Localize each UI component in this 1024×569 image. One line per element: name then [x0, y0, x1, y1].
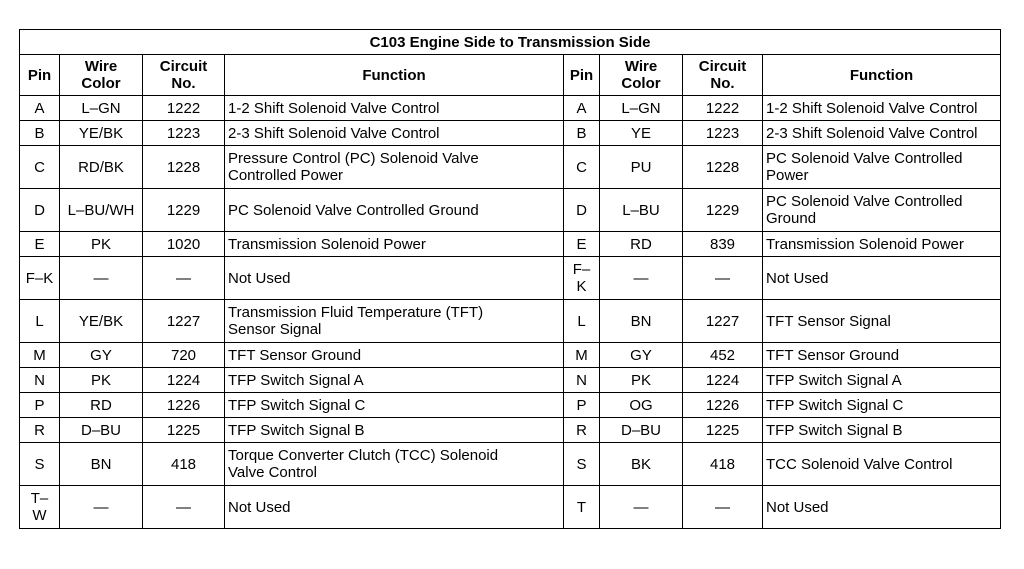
- transmission-function: 1-2 Shift Solenoid Valve Control: [763, 96, 1001, 121]
- engine-function: TFT Sensor Ground: [225, 343, 564, 368]
- table-row: [20, 146, 1001, 189]
- engine-circuit-no: 1229: [143, 189, 225, 232]
- table-row: [20, 257, 1001, 300]
- engine-function: Not Used: [225, 257, 564, 300]
- table-row: [20, 96, 1001, 121]
- engine-wire-color: RD/BK: [60, 146, 143, 189]
- transmission-function: 2-3 Shift Solenoid Valve Control: [763, 121, 1001, 146]
- table-row: [20, 393, 1001, 418]
- transmission-circuit-no: 1223: [683, 121, 763, 146]
- table-row: [20, 232, 1001, 257]
- transmission-wire-color: YE: [600, 121, 683, 146]
- engine-wire-color: YE/BK: [60, 300, 143, 343]
- engine-wire-color: L–BU/WH: [60, 189, 143, 232]
- transmission-wire-color: PU: [600, 146, 683, 189]
- header-function-engine: Function: [225, 55, 564, 96]
- transmission-function: TCC Solenoid Valve Control: [763, 443, 1001, 486]
- engine-function: TFP Switch Signal C: [225, 393, 564, 418]
- engine-pin: N: [20, 368, 60, 393]
- transmission-circuit-no: 1227: [683, 300, 763, 343]
- engine-wire-color: L–GN: [60, 96, 143, 121]
- transmission-pin: R: [564, 418, 600, 443]
- engine-wire-color: —: [60, 486, 143, 529]
- engine-circuit-no: 1020: [143, 232, 225, 257]
- transmission-pin: T: [564, 486, 600, 529]
- engine-pin: A: [20, 96, 60, 121]
- header-wire-color-transmission: Wire Color: [600, 55, 683, 96]
- transmission-wire-color: D–BU: [600, 418, 683, 443]
- header-circuit-no-engine: Circuit No.: [143, 55, 225, 96]
- engine-pin: L: [20, 300, 60, 343]
- table-row: [20, 189, 1001, 232]
- engine-circuit-no: 1227: [143, 300, 225, 343]
- transmission-circuit-no: 1222: [683, 96, 763, 121]
- transmission-function: TFT Sensor Signal: [763, 300, 1001, 343]
- engine-pin: D: [20, 189, 60, 232]
- transmission-wire-color: OG: [600, 393, 683, 418]
- connector-table: [19, 29, 1001, 529]
- engine-function: Transmission Fluid Temperature (TFT) Sensor Signal: [225, 300, 564, 343]
- transmission-circuit-no: 418: [683, 443, 763, 486]
- transmission-pin: A: [564, 96, 600, 121]
- table-row: [20, 368, 1001, 393]
- engine-function: TFP Switch Signal A: [225, 368, 564, 393]
- engine-circuit-no: 1225: [143, 418, 225, 443]
- transmission-function: TFP Switch Signal B: [763, 418, 1001, 443]
- transmission-function: TFT Sensor Ground: [763, 343, 1001, 368]
- engine-pin: E: [20, 232, 60, 257]
- engine-function: 1-2 Shift Solenoid Valve Control: [225, 96, 564, 121]
- transmission-circuit-no: 452: [683, 343, 763, 368]
- transmission-function: TFP Switch Signal A: [763, 368, 1001, 393]
- engine-wire-color: BN: [60, 443, 143, 486]
- header-circuit-no-transmission: Circuit No.: [683, 55, 763, 96]
- engine-function: Transmission Solenoid Power: [225, 232, 564, 257]
- table-row: [20, 121, 1001, 146]
- table-row: [20, 418, 1001, 443]
- engine-circuit-no: 1222: [143, 96, 225, 121]
- transmission-pin: M: [564, 343, 600, 368]
- engine-pin: M: [20, 343, 60, 368]
- transmission-function: Not Used: [763, 257, 1001, 300]
- transmission-wire-color: PK: [600, 368, 683, 393]
- engine-wire-color: D–BU: [60, 418, 143, 443]
- transmission-circuit-no: 839: [683, 232, 763, 257]
- transmission-wire-color: RD: [600, 232, 683, 257]
- table-row: [20, 300, 1001, 343]
- engine-pin: T– W: [20, 486, 60, 529]
- engine-wire-color: PK: [60, 368, 143, 393]
- transmission-pin: E: [564, 232, 600, 257]
- transmission-function: TFP Switch Signal C: [763, 393, 1001, 418]
- transmission-pin: N: [564, 368, 600, 393]
- engine-function: Torque Converter Clutch (TCC) Solenoid Valve Control: [225, 443, 564, 486]
- engine-function: Not Used: [225, 486, 564, 529]
- transmission-pin: B: [564, 121, 600, 146]
- engine-circuit-no: 1224: [143, 368, 225, 393]
- transmission-wire-color: —: [600, 486, 683, 529]
- transmission-circuit-no: 1225: [683, 418, 763, 443]
- engine-circuit-no: 1223: [143, 121, 225, 146]
- transmission-circuit-no: —: [683, 257, 763, 300]
- engine-circuit-no: —: [143, 486, 225, 529]
- transmission-pin: L: [564, 300, 600, 343]
- header-wire-color-engine: Wire Color: [60, 55, 143, 96]
- transmission-function: PC Solenoid Valve Controlled Ground: [763, 189, 1001, 232]
- engine-pin: B: [20, 121, 60, 146]
- transmission-wire-color: BN: [600, 300, 683, 343]
- engine-wire-color: —: [60, 257, 143, 300]
- transmission-function: Transmission Solenoid Power: [763, 232, 1001, 257]
- transmission-circuit-no: 1226: [683, 393, 763, 418]
- engine-function: 2-3 Shift Solenoid Valve Control: [225, 121, 564, 146]
- transmission-function: PC Solenoid Valve Controlled Power: [763, 146, 1001, 189]
- engine-pin: F–K: [20, 257, 60, 300]
- table-row: [20, 486, 1001, 529]
- transmission-circuit-no: 1228: [683, 146, 763, 189]
- engine-circuit-no: —: [143, 257, 225, 300]
- engine-function: Pressure Control (PC) Solenoid Valve Controlled Power: [225, 146, 564, 189]
- transmission-wire-color: —: [600, 257, 683, 300]
- header-pin-engine: Pin: [20, 55, 60, 96]
- engine-wire-color: PK: [60, 232, 143, 257]
- transmission-pin: F– K: [564, 257, 600, 300]
- engine-pin: C: [20, 146, 60, 189]
- engine-wire-color: YE/BK: [60, 121, 143, 146]
- transmission-pin: P: [564, 393, 600, 418]
- transmission-wire-color: L–BU: [600, 189, 683, 232]
- transmission-circuit-no: —: [683, 486, 763, 529]
- table-row: [20, 343, 1001, 368]
- engine-wire-color: RD: [60, 393, 143, 418]
- engine-pin: P: [20, 393, 60, 418]
- engine-circuit-no: 720: [143, 343, 225, 368]
- engine-circuit-no: 1226: [143, 393, 225, 418]
- engine-pin: R: [20, 418, 60, 443]
- engine-wire-color: GY: [60, 343, 143, 368]
- transmission-circuit-no: 1224: [683, 368, 763, 393]
- engine-circuit-no: 1228: [143, 146, 225, 189]
- transmission-wire-color: L–GN: [600, 96, 683, 121]
- transmission-circuit-no: 1229: [683, 189, 763, 232]
- table-title: C103 Engine Side to Transmission Side: [20, 30, 1001, 55]
- transmission-pin: S: [564, 443, 600, 486]
- table-row: [20, 443, 1001, 486]
- engine-circuit-no: 418: [143, 443, 225, 486]
- transmission-wire-color: GY: [600, 343, 683, 368]
- transmission-pin: D: [564, 189, 600, 232]
- transmission-pin: C: [564, 146, 600, 189]
- engine-pin: S: [20, 443, 60, 486]
- header-pin-transmission: Pin: [564, 55, 600, 96]
- transmission-wire-color: BK: [600, 443, 683, 486]
- engine-function: PC Solenoid Valve Controlled Ground: [225, 189, 564, 232]
- engine-function: TFP Switch Signal B: [225, 418, 564, 443]
- header-function-transmission: Function: [763, 55, 1001, 96]
- transmission-function: Not Used: [763, 486, 1001, 529]
